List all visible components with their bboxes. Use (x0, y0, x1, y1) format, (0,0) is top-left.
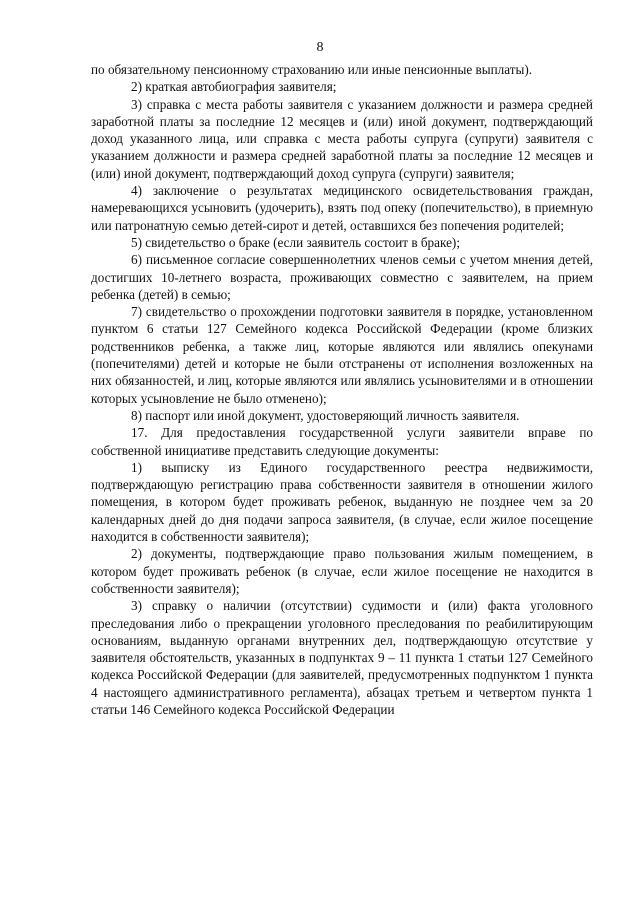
paragraph: 1) выписку из Единого государственного реестра недвижимости, подтверждающую регистрацию права собственности заявителя в отношении жилого помещения, в котором будет проживать ребенок, выданную не позднее чем за 20 календарных дней до дня подачи запроса заявителя, (в случае, если жилое посещение находится в собственности заявителя); (91, 459, 593, 545)
document-body (91, 61, 593, 718)
paragraph: 4) заключение о результатах медицинского освидетельствования граждан, намеревающихся усыновить (удочерить), взять под опеку (попечительство), в приемную или патронатную семью детей-сирот и детей, оставшихся без попечения родителей; (91, 183, 593, 233)
paragraph: 6) письменное согласие совершеннолетних членов семьи с учетом мнения детей, достигших 10-летнего возраста, проживающих совместно с заявителем, на прием ребенка (детей) в семью; (91, 252, 593, 302)
paragraph: 2) документы, подтверждающие право пользования жилым помещением, в котором будет проживать ребенок (в случае, если жилое посещение не находится в собственности заявителя); (91, 546, 593, 596)
paragraph: 17. Для предоставления государственной услуги заявители вправе по собственной инициативе представить следующие документы: (91, 425, 593, 458)
paragraph: по обязательному пенсионному страхованию или иные пенсионные выплаты). (91, 62, 533, 77)
paragraph: 2) краткая автобиография заявителя; (131, 79, 337, 95)
paragraph: 7) свидетельство о прохождении подготовки заявителя в порядке, установленном пунктом 6 статьи 127 Семейного кодекса Российской Федерации (кроме близких родственников ребенка, а также лиц, которые являются или являлись опекунами (попечителями) детей и которые не были отстранены от исполнения возложенных на них обязанностей, и лиц, которые являются или являлись усыновителями и в отношении которых усыновление не было отменено); (91, 304, 593, 406)
paragraph: 3) справка с места работы заявителя с указанием должности и размера средней заработной платы за последние 12 месяцев и (или) иной документ, подтверждающий доход указанного лица, или справка с места работы супруга (супруги) заявителя с указанием должности и размера средней заработной платы за последние 12 месяцев и (или) иной документ, подтверждающий доход супруга (супруги) заявителя; (91, 96, 593, 181)
paragraph: 5) свидетельство о браке (если заявитель состоит в браке); (131, 234, 460, 250)
paragraph: 3) справку о наличии (отсутствии) судимости и (или) факта уголовного преследования либо о прекращении уголовного преследования по реабилитирующим основаниям, выданную органами внутренних дел, подтверждающую отсутствие у заявителя обстоятельств, указанных в подпунктах 9 – 11 пункта 1 статьи 127 Семейного кодекса Российской Федерации (для заявителей, предусмотренных подпунктом 1 пункта 4 настоящего административного регламента), абзацах третьем и четвертом пункта 1 статьи 146 Семейного кодекса Российской Федерации (91, 598, 593, 717)
page-number: 8 (316, 40, 324, 55)
paragraph: 8) паспорт или иной документ, удостоверяющий личность заявителя. (131, 407, 520, 423)
